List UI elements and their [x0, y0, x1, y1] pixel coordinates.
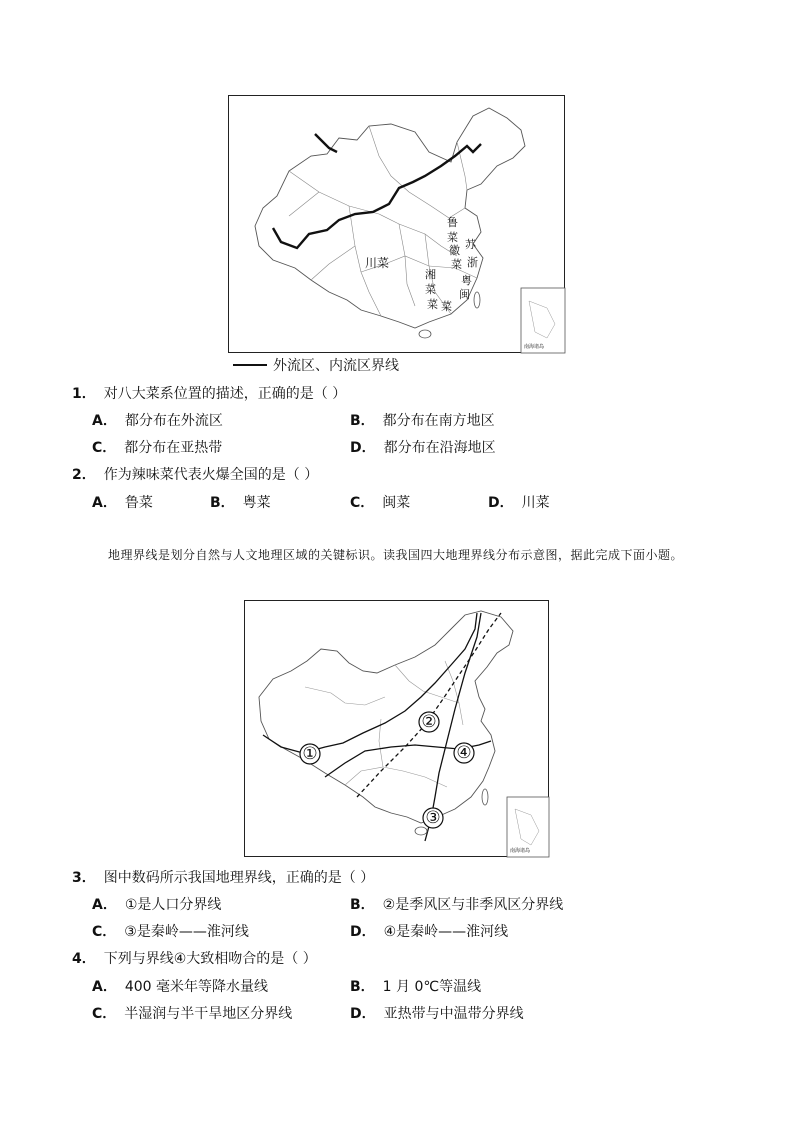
- option-text: ④是秦岭——淮河线: [383, 924, 509, 940]
- marker-3: ③: [425, 808, 441, 828]
- question-number: 4．: [72, 951, 96, 967]
- inset-caption: 南海诸岛: [510, 848, 531, 854]
- label-min: 闽: [459, 288, 470, 301]
- option-3b[interactable]: [350, 896, 563, 914]
- label-lu-1: 鲁: [447, 216, 458, 229]
- legend-line-icon: [233, 364, 267, 366]
- marker-2: ②: [421, 712, 437, 732]
- option-letter: C．: [350, 495, 375, 511]
- option-letter: D．: [488, 495, 514, 511]
- option-text: 400 毫米年等降水量线: [124, 979, 269, 995]
- option-letter: B．: [210, 495, 235, 511]
- label-zhe: 浙: [467, 256, 478, 269]
- question-text: 对八大菜系位置的描述，正确的是（ ）: [103, 386, 347, 402]
- option-2d[interactable]: [488, 494, 550, 512]
- label-lu-2: 菜: [447, 231, 458, 244]
- china-outline: [255, 108, 525, 328]
- label-xiang-cai: 菜: [425, 283, 436, 296]
- option-text: ①是人口分界线: [124, 897, 222, 913]
- label-yue-cai: 菜: [427, 298, 438, 311]
- china-cuisine-map: [228, 95, 565, 353]
- option-4c[interactable]: [92, 1005, 292, 1023]
- inset-caption: 南海诸岛: [524, 344, 545, 350]
- question-4: [72, 950, 317, 968]
- option-text: 都分布在外流区: [124, 413, 223, 429]
- label-su: 苏: [465, 238, 476, 251]
- question-text: 下列与界线④大致相吻合的是（ ）: [103, 951, 317, 967]
- question-number: 2．: [72, 467, 96, 483]
- marker-4: ④: [456, 743, 472, 763]
- option-letter: D．: [350, 924, 376, 940]
- label-xiang: 湘: [425, 268, 436, 281]
- china-boundaries-map: [244, 600, 549, 857]
- question-text: 图中数码所示我国地理界线，正确的是（ ）: [103, 870, 375, 886]
- option-1a[interactable]: [92, 412, 223, 430]
- option-text: ③是秦岭——淮河线: [124, 924, 249, 940]
- question-1: [72, 385, 346, 403]
- legend-text: 外流区、内流区界线: [273, 358, 399, 374]
- option-letter: C．: [92, 1006, 117, 1022]
- option-4b[interactable]: [350, 978, 481, 996]
- option-text: 1 月 0℃等温线: [382, 979, 482, 995]
- question-3: [72, 869, 374, 887]
- question-text: 作为辣味菜代表火爆全国的是（ ）: [103, 467, 319, 483]
- option-text: 川菜: [521, 495, 550, 511]
- boundary-line-2: [357, 613, 501, 797]
- section-intro: 地理界线是划分自然与人文地理区域的关键标识。读我国四大地理界线分布示意图，据此完成下面小题。: [108, 548, 684, 562]
- option-text: 都分布在沿海地区: [383, 440, 496, 456]
- label-yue: 粤: [461, 274, 472, 287]
- option-text: 半湿润与半干旱地区分界线: [124, 1006, 293, 1022]
- option-3d[interactable]: [350, 923, 508, 941]
- option-3a[interactable]: [92, 896, 221, 914]
- option-text: 都分布在南方地区: [382, 413, 495, 429]
- option-letter: C．: [92, 440, 117, 456]
- option-text: 鲁菜: [124, 495, 153, 511]
- label-hui: 徽: [449, 244, 460, 257]
- china-cuisine-map-drawing: [229, 96, 566, 354]
- option-text: 闽菜: [382, 495, 411, 511]
- option-1d[interactable]: [350, 439, 496, 457]
- option-letter: A．: [92, 897, 117, 913]
- option-4a[interactable]: [92, 978, 268, 996]
- label-hui-cai: 菜: [451, 258, 462, 271]
- question-2: [72, 466, 318, 484]
- option-letter: D．: [350, 440, 376, 456]
- option-text: 粤菜: [242, 495, 271, 511]
- marker-1: ①: [302, 744, 318, 764]
- option-2b[interactable]: [210, 494, 271, 512]
- option-3c[interactable]: [92, 923, 249, 941]
- option-letter: B．: [350, 413, 375, 429]
- china-boundaries-map-drawing: [245, 601, 550, 858]
- option-1b[interactable]: [350, 412, 495, 430]
- option-letter: C．: [92, 924, 117, 940]
- label-chuan: 川菜: [365, 256, 390, 270]
- option-text: ②是季风区与非季风区分界线: [382, 897, 564, 913]
- option-2c[interactable]: [350, 494, 410, 512]
- option-4d[interactable]: [350, 1005, 524, 1023]
- option-text: 亚热带与中温带分界线: [383, 1006, 524, 1022]
- option-1c[interactable]: [92, 439, 222, 457]
- question-number: 3．: [72, 870, 96, 886]
- option-letter: D．: [350, 1006, 376, 1022]
- option-letter: B．: [350, 897, 375, 913]
- option-2a[interactable]: [92, 494, 153, 512]
- option-letter: B．: [350, 979, 375, 995]
- option-letter: A．: [92, 979, 117, 995]
- option-letter: A．: [92, 495, 117, 511]
- question-number: 1．: [72, 386, 96, 402]
- label-min-cai: 菜: [441, 300, 452, 313]
- map-legend: [233, 356, 399, 374]
- option-text: 都分布在亚热带: [124, 440, 223, 456]
- option-letter: A．: [92, 413, 117, 429]
- boundary-line-1: [263, 613, 477, 753]
